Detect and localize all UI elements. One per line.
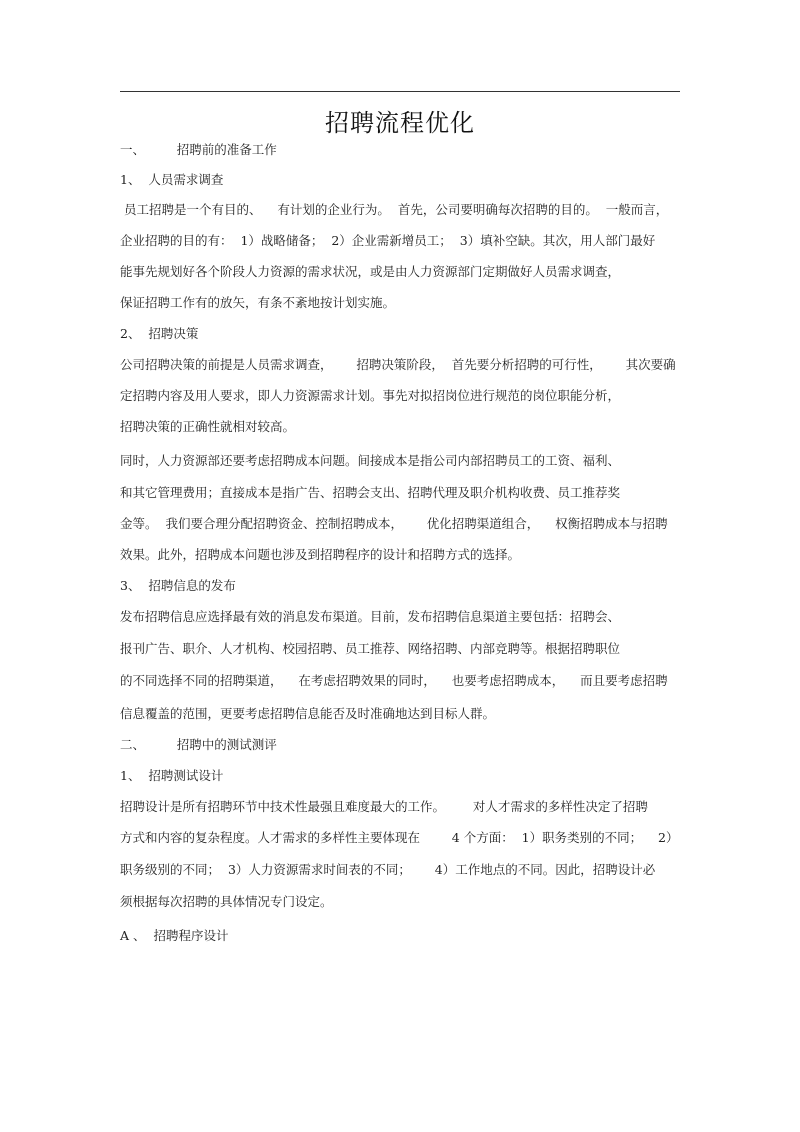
paragraph-line: 职务级别的不同； 3）人力资源需求时间表的不同； 4）工作地点的不同。因此，招聘设计必 bbox=[120, 862, 656, 877]
subsection-heading: A 、 招聘程序设计 bbox=[120, 928, 229, 943]
paragraph-line: 效果。此外，招聘成本问题也涉及到招聘程序的设计和招聘方式的选择。 bbox=[120, 547, 521, 562]
paragraph-line: 招聘设计是所有招聘环节中技术性最强且难度最大的工作。 对人才需求的多样性决定了招聘 bbox=[120, 799, 648, 814]
section-heading: 一、 招聘前的准备工作 bbox=[120, 142, 277, 157]
paragraph-line: 金等。 我们要合理分配招聘资金、控制招聘成本， 优化招聘渠道组合， 权衡招聘成本与招聘 bbox=[120, 516, 668, 531]
subsection-heading: 1、 招聘测试设计 bbox=[120, 768, 224, 783]
section-heading: 二、 招聘中的测试测评 bbox=[120, 737, 277, 752]
paragraph-line: 方式和内容的复杂程度。人才需求的多样性主要体现在 4 个方面： 1）职务类别的不同； 2） bbox=[120, 830, 679, 845]
subsection-heading: 1、 人员需求调查 bbox=[120, 172, 224, 187]
paragraph-line: 保证招聘工作有的放矢，有条不紊地按计划实施。 bbox=[120, 295, 396, 310]
paragraph-line: 须根据每次招聘的具体情况专门设定。 bbox=[120, 894, 333, 909]
paragraph-line: 能事先规划好各个阶段人力资源的需求状况，或是由人力资源部门定期做好人员需求调查， bbox=[120, 264, 621, 279]
document-title: 招聘流程优化 bbox=[325, 109, 475, 137]
paragraph-line: 同时，人力资源部还要考虑招聘成本问题。间接成本是指公司内部招聘员工的工资、福利、 bbox=[120, 453, 621, 468]
paragraph-line: 员工招聘是一个有目的、 有计划的企业行为。 首先，公司要明确每次招聘的目的。 一般而言， bbox=[124, 202, 669, 217]
paragraph-line: 报刊广告、职介、人才机构、校园招聘、员工推荐、网络招聘、内部竞聘等。根据招聘职位 bbox=[120, 641, 621, 656]
paragraph-line: 发布招聘信息应选择最有效的消息发布渠道。目前，发布招聘信息渠道主要包括：招聘会、 bbox=[120, 609, 621, 624]
paragraph-line: 和其它管理费用；直接成本是指广告、招聘会支出、招聘代理及职介机构收费、员工推荐奖 bbox=[120, 485, 621, 500]
header-rule bbox=[120, 91, 680, 92]
paragraph-line: 定招聘内容及用人要求，即人力资源需求计划。事先对拟招岗位进行规范的岗位职能分析， bbox=[120, 388, 621, 403]
paragraph-line: 招聘决策的正确性就相对较高。 bbox=[120, 419, 296, 434]
paragraph-line: 信息覆盖的范围，更要考虑招聘信息能否及时准确地达到目标人群。 bbox=[120, 706, 496, 721]
paragraph-line: 企业招聘的目的有： 1）战略储备； 2）企业需新增员工； 3）填补空缺。其次，用人部门最好 bbox=[120, 233, 656, 248]
paragraph-line: 公司招聘决策的前提是人员需求调查， 招聘决策阶段， 首先要分析招聘的可行性， 其次要确 bbox=[120, 357, 676, 372]
subsection-heading: 3、 招聘信息的发布 bbox=[120, 578, 236, 593]
paragraph-line: 的不同选择不同的招聘渠道， 在考虑招聘效果的同时， 也要考虑招聘成本， 而且要考虑招聘 bbox=[120, 673, 668, 688]
subsection-heading: 2、 招聘决策 bbox=[120, 326, 199, 341]
